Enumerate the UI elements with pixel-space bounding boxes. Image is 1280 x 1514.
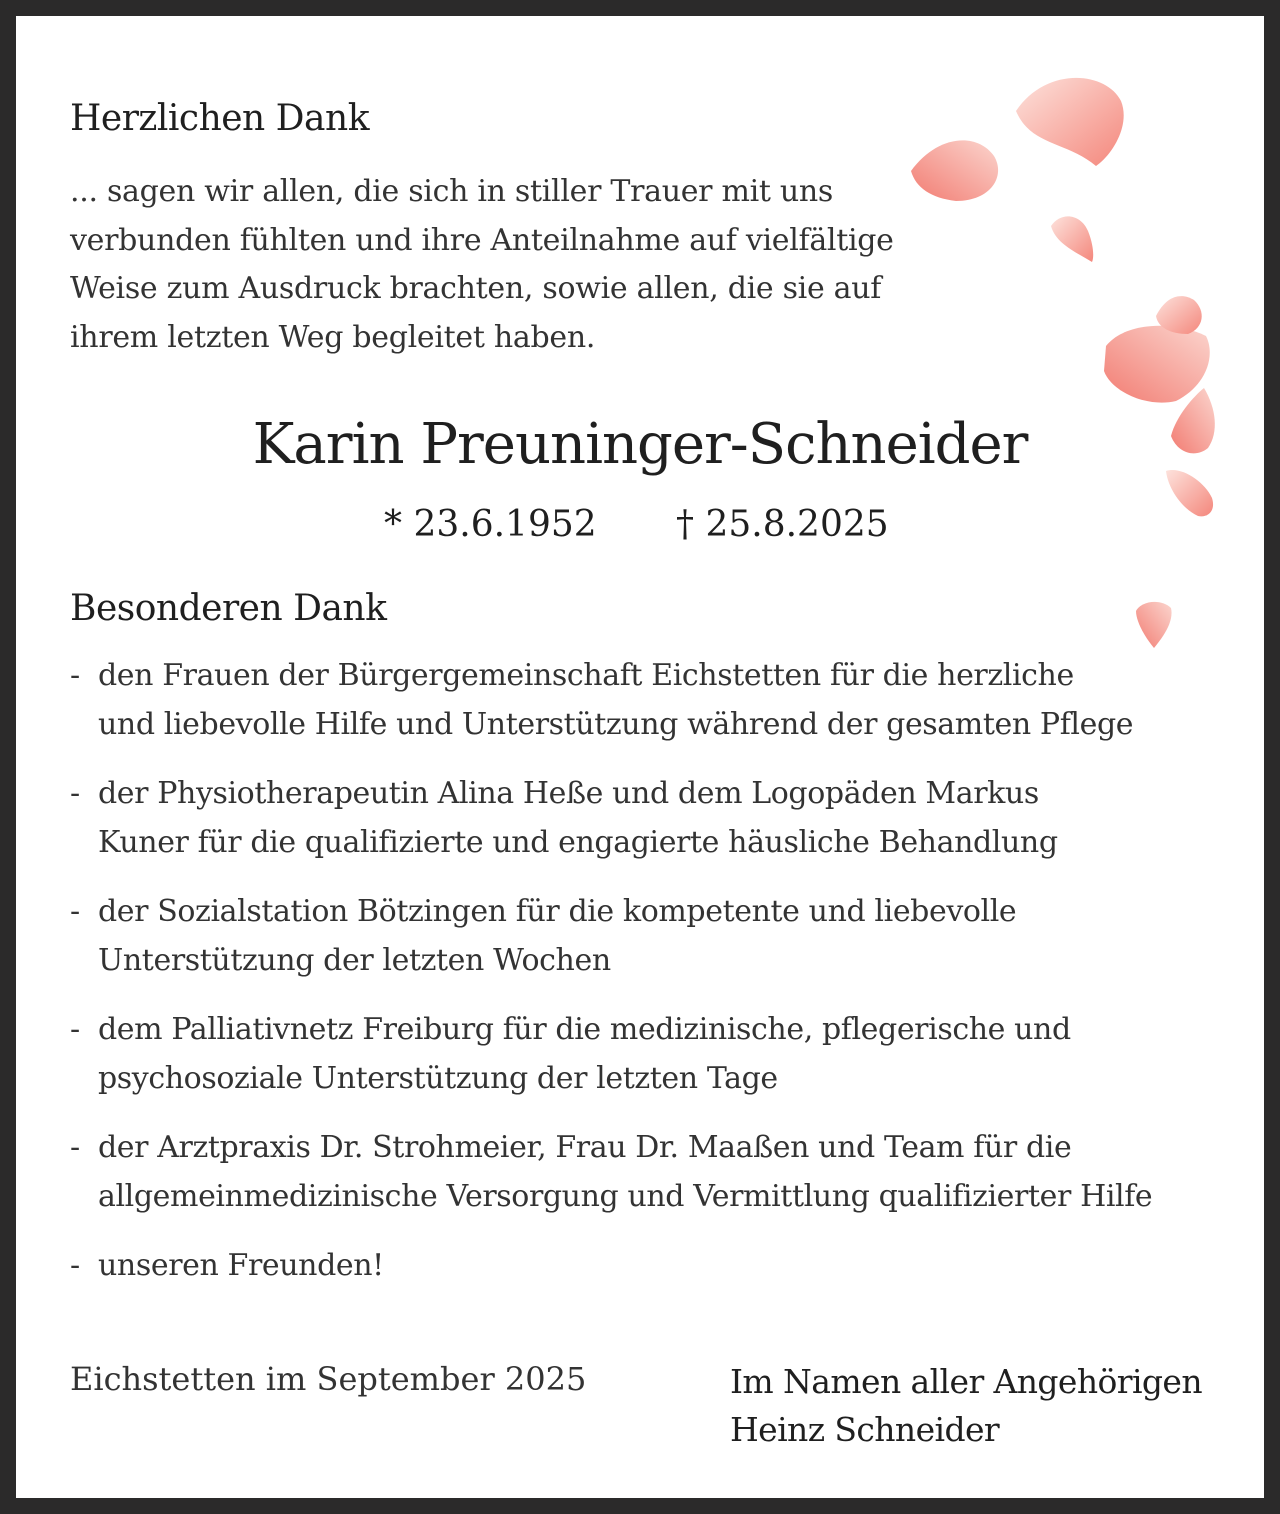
list-item	[70, 652, 1230, 749]
list-item-line: Kuner für die qualifizierte und engagierte häusliche Behandlung	[98, 824, 1058, 860]
place-and-date: Eichstetten im September 2025	[70, 1360, 587, 1398]
dash-bullet: -	[70, 1012, 80, 1047]
intro-line: ihrem letzten Weg begleitet haben.	[70, 319, 596, 355]
list-item-line: und liebevolle Hilfe und Unterstützung während der gesamten Pflege	[98, 706, 1134, 742]
thanks-list	[70, 652, 1230, 1312]
heading-thanks: Herzlichen Dank	[70, 98, 370, 139]
dash-bullet: -	[70, 776, 80, 811]
list-item-line: allgemeinmedizinische Versorgung und Vermittlung qualifizierter Hilfe	[98, 1178, 1153, 1214]
petal-4	[1104, 326, 1210, 403]
list-item	[70, 888, 1230, 985]
intro-line: verbunden fühlten und ihre Anteilnahme auf vielfältige	[70, 222, 894, 258]
list-item-line: unseren Freunden!	[98, 1248, 384, 1283]
dash-bullet: -	[70, 658, 80, 693]
list-item-line: Unterstützung der letzten Wochen	[98, 942, 611, 978]
list-item-line: psychosoziale Unterstützung der letzten Tage	[98, 1060, 778, 1096]
list-item-line: der Physiotherapeutin Alina Heße und dem Logopäden Markus	[98, 776, 1039, 811]
petal-5	[1156, 296, 1202, 334]
birth-date: * 23.6.1952	[384, 504, 597, 545]
list-item-line: der Sozialstation Bötzingen für die kompetente und liebevolle	[98, 894, 1017, 929]
list-item-line: der Arztpraxis Dr. Strohmeier, Frau Dr. Maaßen und Team für die	[98, 1130, 1072, 1165]
dash-bullet: -	[70, 1130, 80, 1165]
intro-text	[70, 168, 950, 362]
petal-1	[1016, 78, 1124, 166]
petal-3	[1051, 216, 1093, 262]
signature-line-1: Im Namen aller Angehörigen	[730, 1362, 1203, 1401]
petal-8	[1136, 602, 1172, 648]
intro-line: ... sagen wir allen, die sich in stiller Trauer mit uns	[70, 174, 834, 209]
signature-block	[730, 1358, 1202, 1454]
dash-bullet: -	[70, 894, 80, 929]
list-item	[70, 1006, 1230, 1103]
deceased-name: Karin Preuninger-Schneider	[252, 412, 1028, 477]
list-item	[70, 770, 1230, 867]
signature-line-2: Heinz Schneider	[730, 1410, 1000, 1449]
list-item	[70, 1242, 1230, 1291]
death-date: † 25.8.2025	[676, 504, 889, 545]
intro-line: Weise zum Ausdruck brachten, sowie allen, die sie auf	[70, 271, 882, 306]
list-item-line: den Frauen der Bürgergemeinschaft Eichstetten für die herzliche	[98, 658, 1074, 693]
heading-special-thanks: Besonderen Dank	[70, 588, 387, 629]
dash-bullet: -	[70, 1248, 80, 1283]
list-item-line: dem Palliativnetz Freiburg für die medizinische, pflegerische und	[98, 1012, 1071, 1047]
list-item	[70, 1124, 1230, 1221]
